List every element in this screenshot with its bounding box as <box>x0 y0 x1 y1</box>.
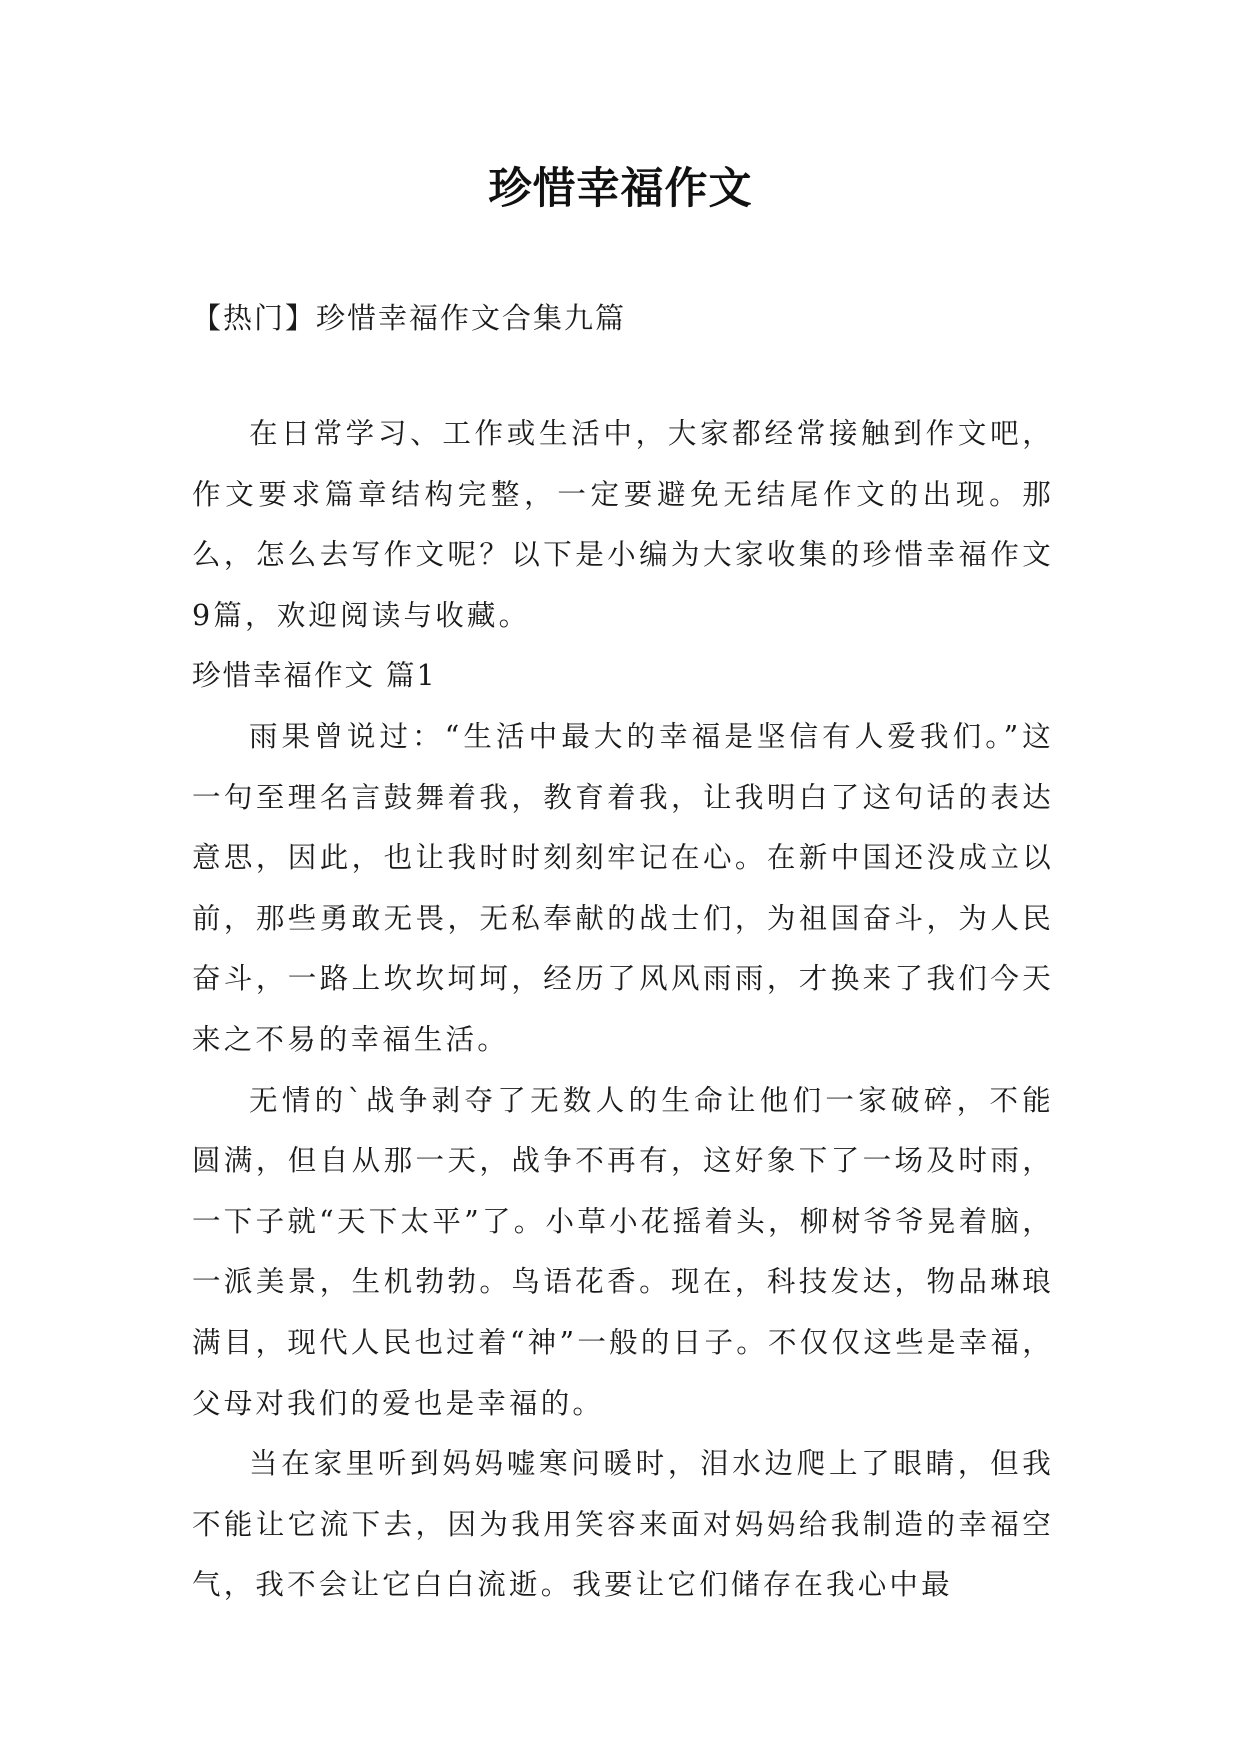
body-paragraph: 雨果曾说过：“生活中最大的幸福是坚信有人爱我们。”这一句至理名言鼓舞着我，教育着我，让我明白了这句话的表达意思，因此，也让我时时刻刻牢记在心。在新中国还没成立以前，那些勇敢无畏，无私奉献的战士们，为祖国奋斗，为人民奋斗，一路上坎坎坷坷，经历了风风雨雨，才换来了我们今天来之不易的幸福生活。 <box>192 719 1054 1056</box>
section-heading: 珍惜幸福作文 篇1 <box>192 659 437 693</box>
document-title: 珍惜幸福作文 <box>488 164 753 214</box>
document-body <box>192 404 1054 1616</box>
intro-paragraph: 在日常学习、工作或生活中，大家都经常接触到作文吧，作文要求篇章结构完整，一定要避免无结尾作文的出现。那么，怎么去写作文呢？以下是小编为大家收集的珍惜幸福作文9篇，欢迎阅读与收藏。 <box>192 417 1054 632</box>
document-subtitle: 【热门】珍惜幸福作文合集九篇 <box>192 301 627 335</box>
body-paragraph: 当在家里听到妈妈嘘寒问暖时，泪水边爬上了眼睛，但我不能让它流下去，因为我用笑容来面对妈妈给我制造的幸福空气，我不会让它白白流逝。我要让它们储存在我心中最 <box>192 1447 1054 1602</box>
body-paragraph: 无情的`战争剥夺了无数人的生命让他们一家破碎，不能圆满，但自从那一天，战争不再有，这好象下了一场及时雨，一下子就“天下太平”了。小草小花摇着头，柳树爷爷晃着脑，一派美景，生机勃勃。鸟语花香。现在，科技发达，物品琳琅满目，现代人民也过着“神”一般的日子。不仅仅这些是幸福，父母对我们的爱也是幸福的。 <box>192 1083 1054 1420</box>
